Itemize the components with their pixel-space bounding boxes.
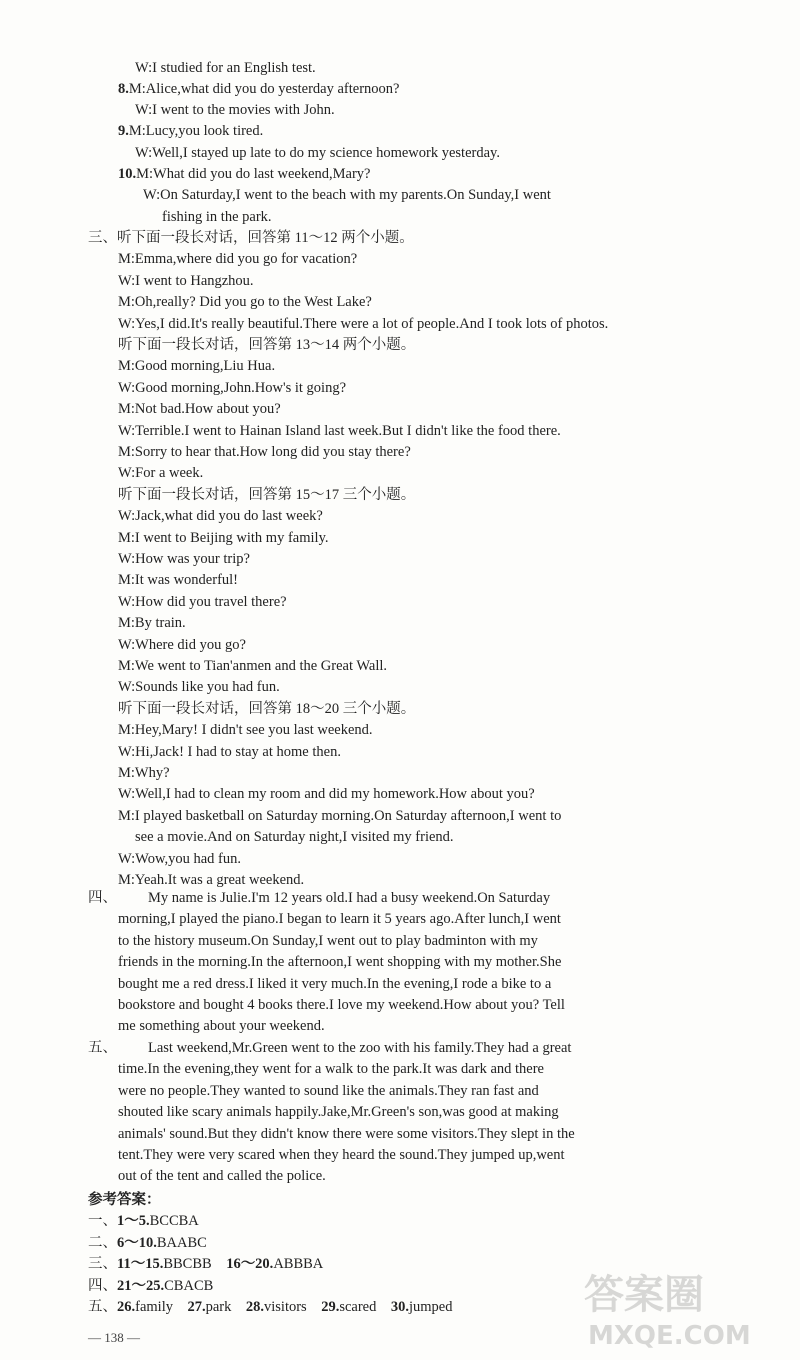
answer-range: 6～10. (117, 1235, 157, 1251)
passage-line: morning,I played the piano.I began to learn it 5 years ago.After lunch,I went (118, 911, 561, 927)
transcript-line: W:How did you travel there? (118, 594, 287, 610)
answer-row (88, 1297, 452, 1318)
page-number: — 138 — (88, 1330, 140, 1345)
transcript-text: W:I went to the movies with John. (135, 102, 335, 118)
transcript-line: W:Hi,Jack! I had to stay at home then. (118, 744, 341, 760)
transcript-line: 听下面一段长对话，回答第 13～14 两个小题。 (118, 337, 416, 353)
answer-section: 二、 (88, 1235, 117, 1251)
transcript-line: W:Where did you go? (118, 637, 246, 653)
transcript-line (118, 121, 263, 142)
transcript-line: M:I played basketball on Saturday morning.On Saturday afternoon,I went to (118, 808, 562, 824)
transcript-line: W:For a week. (118, 465, 204, 481)
answer-section: 五、 (88, 1299, 117, 1315)
answer-row (88, 1254, 323, 1275)
transcript-line: W:I went to Hangzhou. (118, 273, 254, 289)
passage-line: bookstore and bought 4 books there.I love my weekend.How about you? Tell (118, 997, 565, 1013)
answer-range: 11～15. (117, 1256, 164, 1272)
transcript-line: M:It was wonderful! (118, 572, 239, 588)
transcript-line: W:Jack,what did you do last week? (118, 508, 323, 524)
transcript-text: M:What did you do last weekend,Mary? (136, 166, 371, 182)
transcript-line: M:Sorry to hear that.How long did you stay there? (118, 444, 411, 460)
passage-line: were no people.They wanted to sound like the animals.They ran fast and (118, 1083, 539, 1099)
transcript-line: M:Emma,where did you go for vacation? (118, 251, 358, 267)
passage-line: time.In the evening,they went for a walk to the park.It was dark and there (118, 1061, 544, 1077)
answer-row (88, 1233, 207, 1254)
transcript-line: M:I went to Beijing with my family. (118, 530, 329, 546)
section-intro: 三、听下面一段长对话，回答第 11～12 两个小题。 (88, 230, 414, 246)
answer-value: scared (339, 1299, 377, 1315)
question-number: 10. (118, 166, 137, 182)
transcript-text: fishing in the park. (162, 209, 272, 225)
transcript-line: W:Sounds like you had fun. (118, 679, 280, 695)
question-number: 9. (118, 123, 129, 139)
transcript-text: M:Lucy,you look tired. (128, 123, 264, 139)
passage-line: out of the tent and called the police. (118, 1168, 326, 1184)
transcript-line: M:We went to Tian'anmen and the Great Wall. (118, 658, 388, 674)
transcript-line: W:Yes,I did.It's really beautiful.There were a lot of people.And I took lots of photos. (118, 316, 609, 332)
transcript-line: M:Good morning,Liu Hua. (118, 358, 276, 374)
transcript-text: W:I studied for an English test. (135, 60, 316, 76)
transcript-line: M:Oh,really? Did you go to the West Lake? (118, 294, 372, 310)
answer-range: 1～5. (117, 1213, 150, 1229)
section-label: 五、 (88, 1040, 117, 1056)
watermark-logo (576, 1262, 786, 1352)
answer-row (88, 1276, 213, 1297)
answer-key-heading: 参考答案： (88, 1192, 161, 1208)
answer-range: 30. (390, 1299, 409, 1315)
transcript-line: M:Yeah.It was a great weekend. (118, 872, 305, 888)
transcript-line (143, 185, 551, 206)
transcript-line: M:By train. (118, 615, 186, 631)
transcript-line: 听下面一段长对话，回答第 18～20 三个小题。 (118, 701, 416, 717)
question-number: 8. (118, 81, 129, 97)
passage-line: to the history museum.On Sunday,I went out to play badminton with my (118, 933, 538, 949)
answer-section: 三、 (88, 1256, 117, 1272)
transcript-line (162, 207, 272, 228)
transcript-line: M:Why? (118, 765, 170, 781)
transcript-line: W:Wow,you had fun. (118, 851, 241, 867)
passage-line: tent.They were very scared when they heard the sound.They jumped up,went (118, 1147, 565, 1163)
watermark-bottom-text: MXQE.COM (588, 1321, 751, 1351)
transcript-line: see a movie.And on Saturday night,I visited my friend. (135, 829, 454, 845)
answer-section: 一、 (88, 1213, 117, 1229)
transcript-text: M:Alice,what did you do yesterday afternoon? (128, 81, 400, 97)
transcript-line (135, 143, 500, 164)
answer-row (88, 1211, 199, 1232)
passage-line: animals' sound.But they didn't know there were some visitors.They slept in the (118, 1126, 575, 1142)
answer-section: 四、 (88, 1278, 117, 1294)
passage-line: My name is Julie.I'm 12 years old.I had a busy weekend.On Saturday (148, 890, 551, 906)
transcript-line: W:Well,I had to clean my room and did my homework.How about you? (118, 786, 535, 802)
passage-line: friends in the morning.In the afternoon,I went shopping with my mother.She (118, 954, 562, 970)
answer-range: 26. (117, 1299, 136, 1315)
answer-range: 29. (321, 1299, 340, 1315)
answer-value: park (205, 1299, 232, 1315)
answer-value: ABBBA (273, 1256, 324, 1272)
answer-value: BAABC (156, 1235, 207, 1251)
answer-range: 27. (187, 1299, 206, 1315)
answer-value: CBACB (164, 1278, 214, 1294)
transcript-line: W:Terrible.I went to Hainan Island last week.But I didn't like the food there. (118, 423, 561, 439)
transcript-line: W:How was your trip? (118, 551, 250, 567)
answer-value: jumped (408, 1299, 453, 1315)
transcript-line (118, 79, 399, 100)
passage-line: me something about your weekend. (118, 1018, 325, 1034)
answer-range: 16～20. (226, 1256, 274, 1272)
transcript-line: M:Hey,Mary! I didn't see you last weekend. (118, 722, 373, 738)
answer-range: 21～25. (117, 1278, 165, 1294)
transcript-line: M:Not bad.How about you? (118, 401, 281, 417)
watermark-top-text: 答案圈 (584, 1272, 704, 1318)
passage-line: Last weekend,Mr.Green went to the zoo with his family.They had a great (148, 1040, 572, 1056)
transcript-text: W:Well,I stayed up late to do my science homework yesterday. (135, 145, 500, 161)
answer-value: BCCBA (149, 1213, 199, 1229)
passage-line: bought me a red dress.I liked it very much.In the evening,I rode a bike to a (118, 976, 552, 992)
section-label: 四、 (88, 890, 117, 906)
transcript-line (135, 58, 316, 79)
answer-range: 28. (245, 1299, 264, 1315)
transcript-line (118, 164, 370, 185)
answer-value: family (135, 1299, 173, 1315)
passage-line: shouted like scary animals happily.Jake,Mr.Green's son,was good at making (118, 1104, 559, 1120)
answer-value: visitors (264, 1299, 307, 1315)
transcript-text: W:On Saturday,I went to the beach with my parents.On Sunday,I went (143, 187, 551, 203)
answer-value: BBCBB (163, 1256, 212, 1272)
transcript-line (135, 100, 335, 121)
transcript-line: 听下面一段长对话，回答第 15～17 三个小题。 (118, 487, 416, 503)
transcript-line: W:Good morning,John.How's it going? (118, 380, 347, 396)
